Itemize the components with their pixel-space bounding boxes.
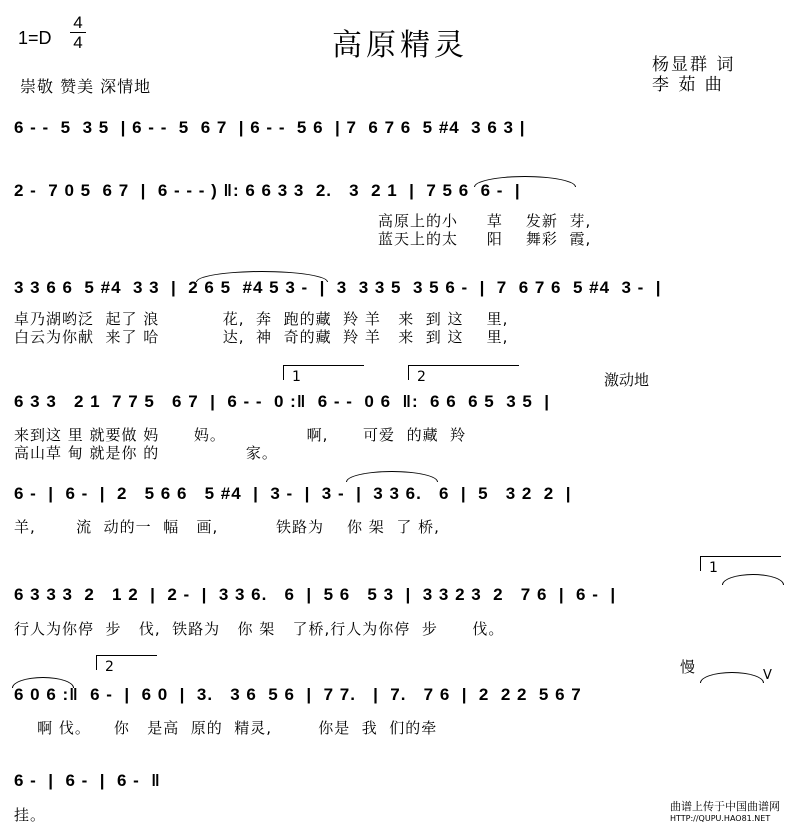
lyric-line-2a: 高原上的小 草 发新 芽, xyxy=(378,212,592,230)
volta-1-bracket xyxy=(700,556,781,576)
tempo-annotation: 慢 xyxy=(680,658,696,676)
expression-annotation: 激动地 xyxy=(604,371,650,389)
volta-2-number: 2 xyxy=(417,369,426,385)
slur xyxy=(722,574,784,585)
watermark-line-1: 曲谱上传于中国曲谱网 xyxy=(670,800,780,813)
slur xyxy=(700,672,764,683)
notation-line-6: 6 3 3 3 2 1 2 | 2 - | 3 3 6. 6 | 5 6 5 3 | 3 3 2 3 2 7 6 | 6 - | xyxy=(14,585,617,604)
source-watermark xyxy=(670,801,780,825)
notation-line-5: 6 - | 6 - | 2 5 6 6 5 #4 | 3 - | 3 - | 3 3 6. 6 | 5 3 2 2 | xyxy=(14,484,572,503)
lyric-line-4a: 来到这 里 就要做 妈 妈。 啊, 可爱 的藏 羚 xyxy=(14,426,467,444)
key-signature: 1=D xyxy=(18,28,52,48)
slur xyxy=(474,176,576,187)
watermark-url: HTTP://QUPU.HAO81.NET xyxy=(670,814,771,823)
volta-1-number: 1 xyxy=(709,560,718,576)
composer-credit: 李 茹 曲 xyxy=(652,75,724,95)
lyric-line-8: 挂。 xyxy=(14,806,47,824)
volta-1-number: 1 xyxy=(292,369,301,385)
lyric-line-7: 啊 伐。 你 是高 原的 精灵, 你是 我 们的牵 xyxy=(14,719,438,737)
volta-2-bracket xyxy=(408,365,519,385)
breath-mark: V xyxy=(763,668,772,683)
slur xyxy=(346,471,438,482)
time-signature-top: 4 xyxy=(73,13,83,32)
time-signature-bottom: 4 xyxy=(73,33,83,52)
notation-line-8: 6 - | 6 - | 6 - ‖ xyxy=(14,771,161,790)
volta-2-number: 2 xyxy=(105,659,114,675)
lyric-line-3b: 白云为你献 来了 哈 达, 神 奇的藏 羚 羊 来 到 这 里, xyxy=(14,328,509,346)
lyricist-credit: 杨显群 词 xyxy=(652,55,736,75)
volta-1-bracket xyxy=(283,365,364,385)
volta-2-bracket xyxy=(96,655,157,675)
lyric-line-5: 羊, 流 动的一 幅 画, 铁路为 你 架 了 桥, xyxy=(14,518,440,536)
lyric-line-4b: 高山草 甸 就是你 的 家。 xyxy=(14,444,278,462)
song-title: 高原精灵 xyxy=(332,28,468,63)
notation-line-2: 2 - 7 0 5 6 7 | 6 - - - ) ‖: 6 6 3 3 2. 3 2 1 | 7 5 6 6 - | xyxy=(14,181,521,200)
expression-marking: 崇敬 赞美 深情地 xyxy=(20,77,152,96)
notation-line-1: 6 - - 5 3 5 | 6 - - 5 6 7 | 6 - - 5 6 | 7 6 7 6 5 #4 3 6 3 | xyxy=(14,118,526,137)
notation-line-4: 6 3 3 2 1 7 7 5 6 7 | 6 - - 0 :‖ 6 - - 0 6 ‖: 6 6 6 5 3 5 | xyxy=(14,392,551,411)
lyric-line-6: 行人为你停 步 伐, 铁路为 你 架 了桥,行人为你停 步 伐。 xyxy=(14,620,505,638)
lyric-line-2b: 蓝天上的太 阳 舞彩 霞, xyxy=(378,230,592,248)
notation-line-7: 6 0 6 :‖ 6 - | 6 0 | 3. 3 6 5 6 | 7 7. | 7. 7 6 | 2 2 2 5 6 7 xyxy=(14,685,582,704)
slur xyxy=(196,271,328,282)
notation-line-3: 3 3 6 6 5 #4 3 3 | 2 6 5 #4 5 3 - | 3 3 3 5 3 5 6 - | 7 6 7 6 5 #4 3 - | xyxy=(14,278,662,297)
lyric-line-3a: 卓乃湖哟泛 起了 浪 花, 奔 跑的藏 羚 羊 来 到 这 里, xyxy=(14,310,509,328)
